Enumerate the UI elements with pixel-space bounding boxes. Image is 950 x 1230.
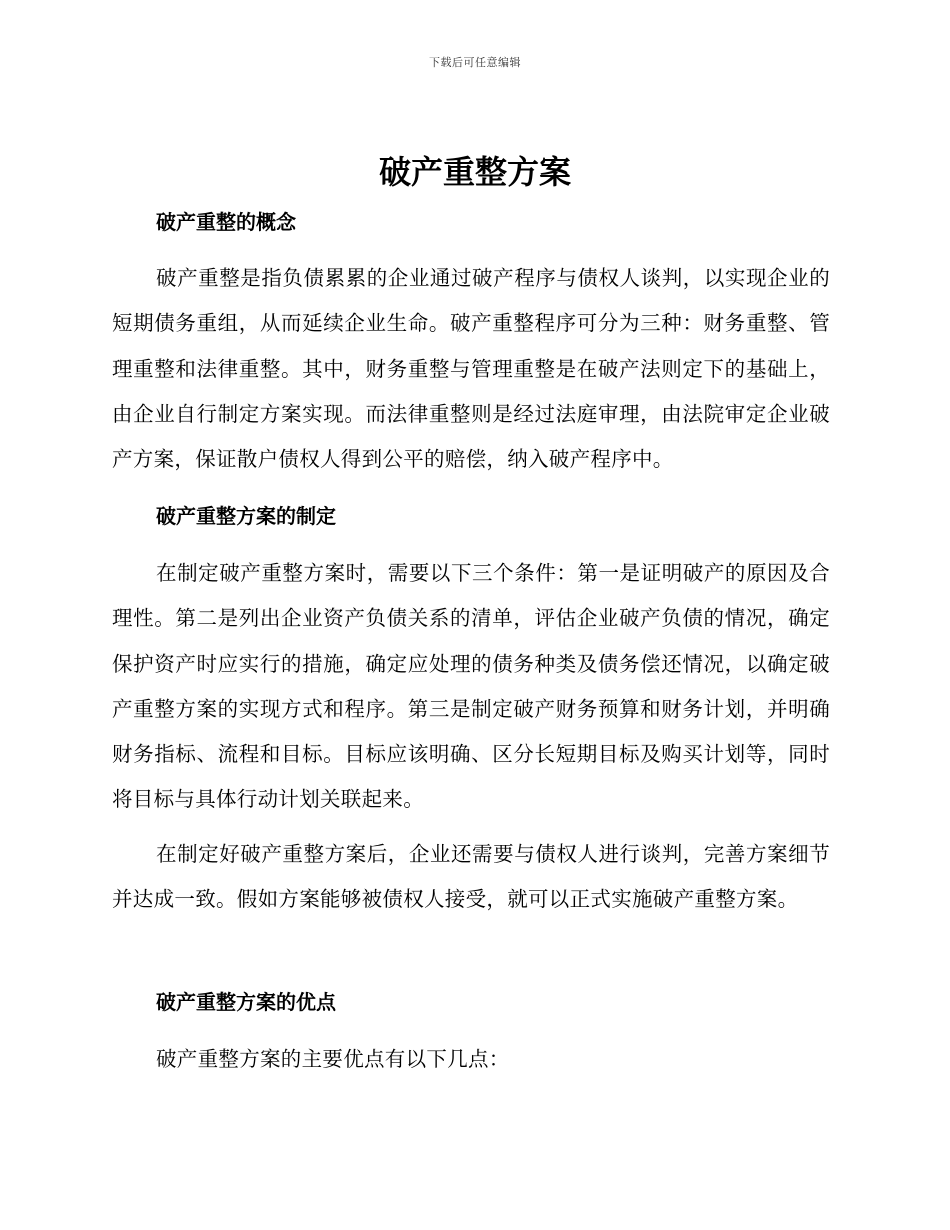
section-heading-advantages: 破产重整方案的优点 (156, 990, 336, 1014)
document-title: 破产重整方案 (378, 153, 571, 191)
page-header: 下载后可任意编辑 (429, 56, 521, 69)
paragraph-formulation-conditions: 在制定破产重整方案时，需要以下三个条件：第一是证明破产的原因及合理性。第二是列出企业资产负债关系的清单，评估企业破产负债的情况，确定保护资产时应实行的措施，确定应处理的债务种类及债务偿还情况，以确定破产重整方案的实现方式和程序。第三是制定破产财务预算和财务计划，并明确财务指标、流程和目标。目标应该明确、区分长短期目标及购买计划等，同时将目标与具体行动计划关联起来。 (112, 561, 830, 812)
paragraph-concept: 破产重整是指负债累累的企业通过破产程序与债权人谈判，以实现企业的短期债务重组，从而延续企业生命。破产重整程序可分为三种：财务重整、管理重整和法律重整。其中，财务重整与管理重整是在破产法则定下的基础上，由企业自行制定方案实现。而法律重整则是经过法庭审理，由法院审定企业破产方案，保证散户债权人得到公平的赔偿，纳入破产程序中。 (112, 266, 830, 472)
paragraph-advantages-intro: 破产重整方案的主要优点有以下几点： (156, 1047, 510, 1071)
paragraph-formulation-negotiation: 在制定好破产重整方案后，企业还需要与债权人进行谈判，完善方案细节并达成一致。假如方案能够被债权人接受，就可以正式实施破产重整方案。 (112, 842, 830, 912)
section-heading-concept: 破产重整的概念 (156, 210, 296, 234)
section-heading-formulation: 破产重整方案的制定 (156, 504, 336, 528)
